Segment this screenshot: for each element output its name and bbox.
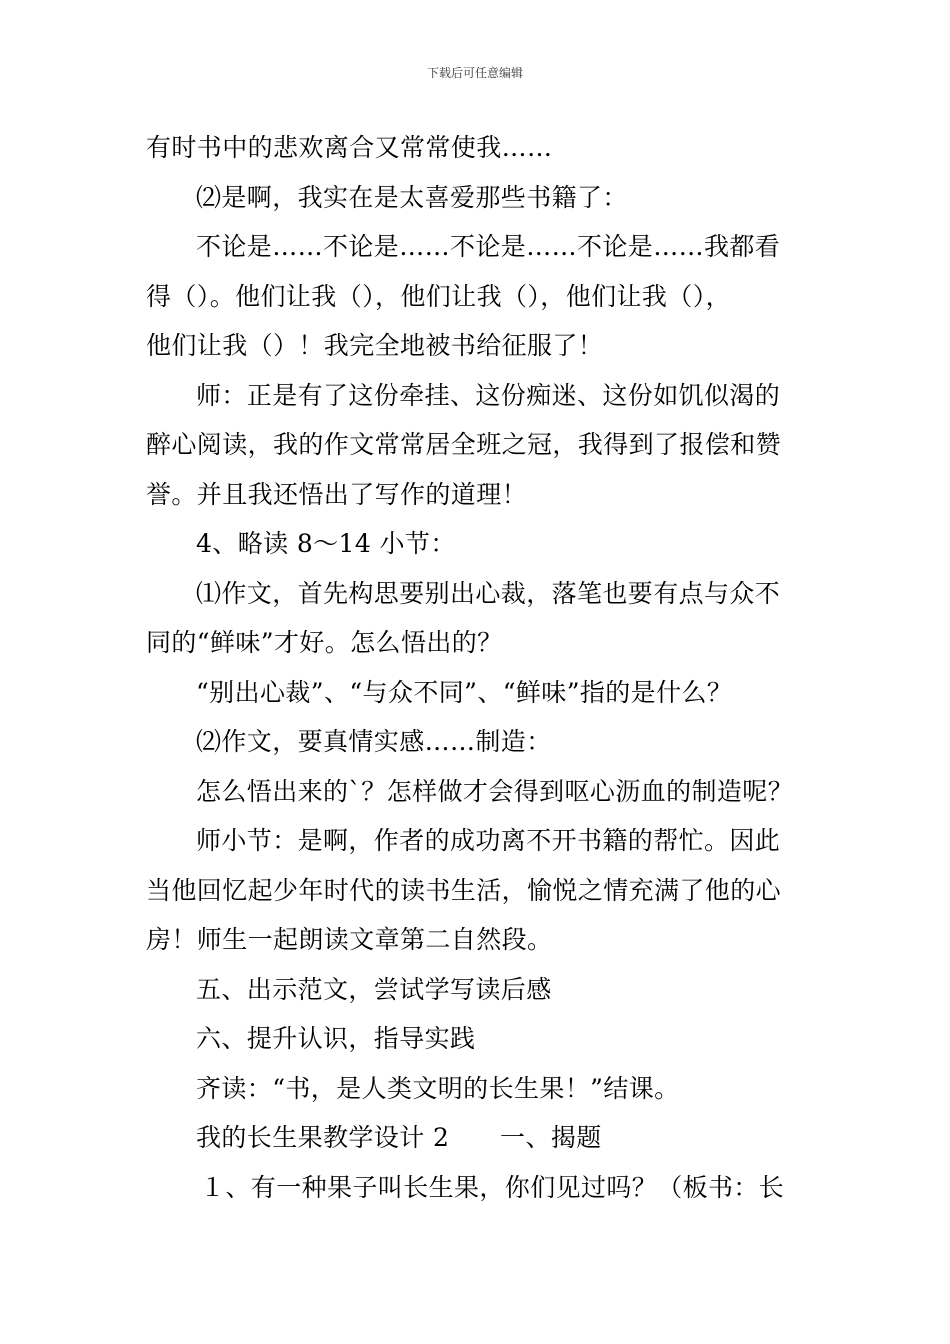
text-line-15: 师小节：是啊，作者的成功离不开书籍的帮忙。因此 (196, 826, 781, 855)
page-header: 下载后可任意编辑 (426, 66, 523, 80)
text-line-18: 五、出示范文，尝试学写读后感 (196, 974, 552, 1004)
text-line-7: 醉心阅读，我的作文常常居全班之冠，我得到了报偿和赞 (146, 430, 782, 459)
text-line-13: ⑵作文，要真情实感……制造： (196, 727, 552, 756)
text-line-9: 4、略读 8～14 小节： (196, 529, 456, 558)
text-line-12: “别出心裁”、“与众不同”、“鲜味”指的是什么？ (196, 677, 733, 707)
text-line-1: 有时书中的悲欢离合又常常使我…… (146, 133, 553, 162)
text-line-22: １、有一种果子叫长生果，你们见过吗？（板书：长 (200, 1172, 785, 1202)
text-line-21: 我的长生果教学设计 2 一、揭题 (196, 1123, 602, 1152)
text-line-17: 房！师生一起朗读文章第二自然段。 (146, 925, 553, 954)
text-line-6: 师：正是有了这份牵挂、这份痴迷、这份如饥似渴的 (196, 380, 781, 410)
text-line-16: 当他回忆起少年时代的读书生活，愉悦之情充满了他的心 (146, 875, 782, 905)
text-line-3: 不论是……不论是……不论是……不论是……我都看 (196, 232, 781, 261)
text-line-11: 同的“鲜味”才好。怎么悟出的？ (146, 628, 503, 657)
text-line-5: 他们让我（）！我完全地被书给征服了！ (146, 331, 604, 360)
text-line-2: ⑵是啊，我实在是太喜爱那些书籍了： (196, 182, 628, 212)
text-line-4: 得（）。他们让我（），他们让我（），他们让我（）， (146, 281, 732, 311)
document-body (146, 128, 810, 1217)
text-line-14: 怎么悟出来的`？怎样做才会得到呕心沥血的制造呢？ (196, 776, 794, 806)
text-line-10: ⑴作文，首先构思要别出心裁，落笔也要有点与众不 (196, 578, 781, 608)
text-line-20: 齐读：“书，是人类文明的长生果！”结课。 (196, 1073, 680, 1103)
text-line-8: 誉。并且我还悟出了写作的道理！ (146, 479, 528, 509)
text-line-19: 六、提升认识，指导实践 (196, 1024, 476, 1053)
